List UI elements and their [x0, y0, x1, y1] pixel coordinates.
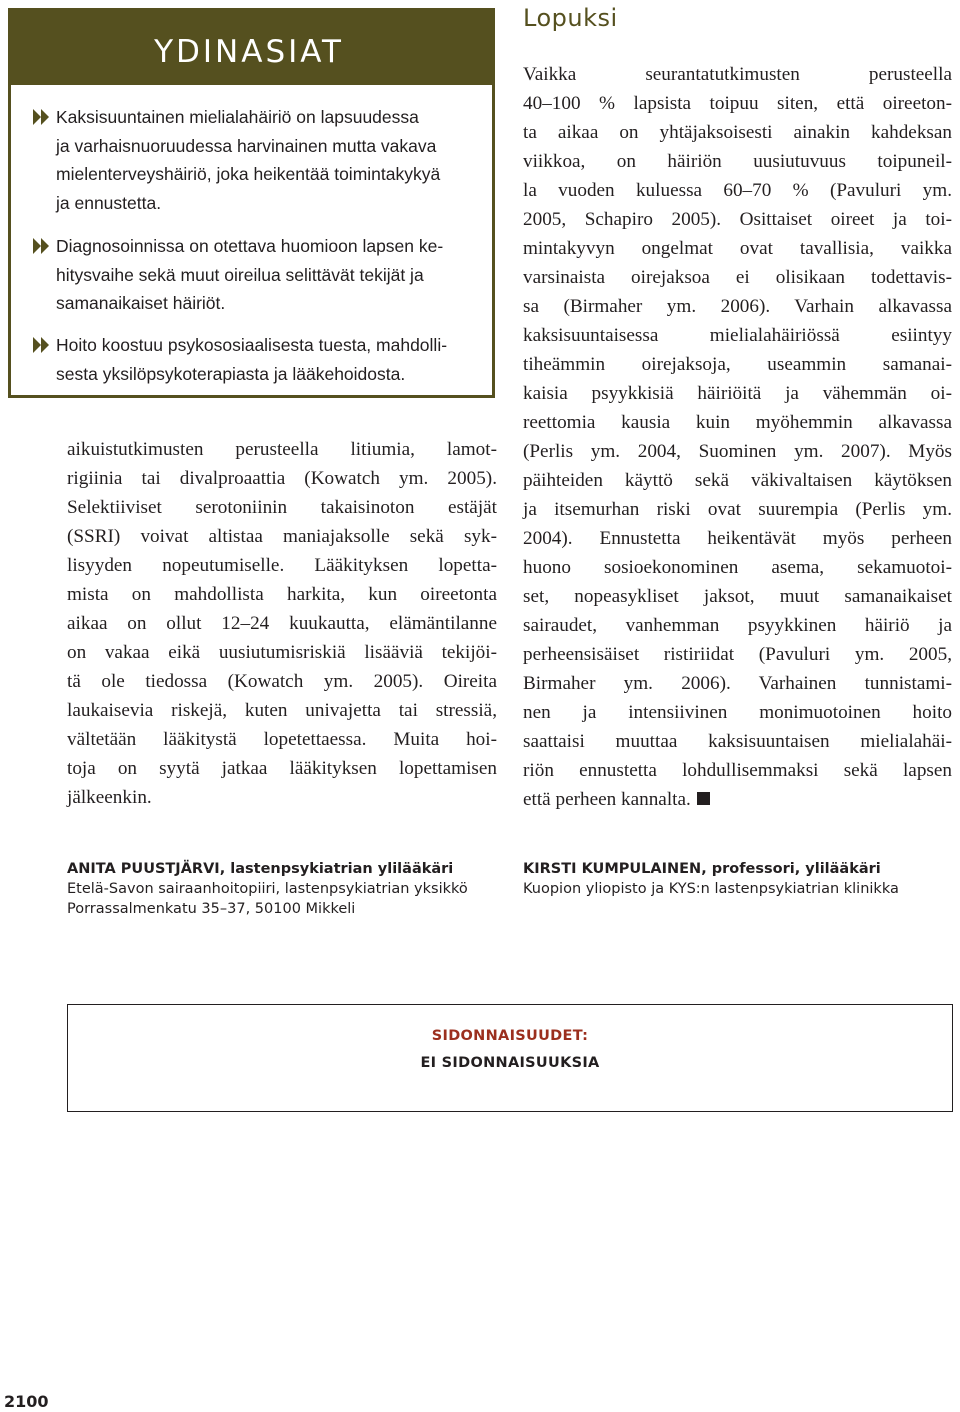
text-line: set, nopeasykliset jaksot, muut samanaikaiset [523, 586, 952, 607]
right-column-lines [523, 60, 952, 814]
text-line: ja itsemurhan riski ovat suurempia (Perlis ym. [523, 499, 952, 520]
text-line: vältetään lääkitystä lopetettaessa. Muita hoi- [67, 729, 497, 750]
text-line: lisyyden nopeutumiselle. Lääkityksen lopetta- [67, 555, 497, 576]
text-line: Birmaher ym. 2006). Varhainen tunnistami- [523, 673, 952, 694]
author-block [67, 859, 507, 919]
page-number: 2100 [4, 1392, 49, 1411]
disclosure-value: EI SIDONNAISUUKSIA [420, 1055, 600, 1071]
text-line: saattaisi muuttaa kaksisuuntaisen mielialahäi- [523, 731, 952, 752]
text-line: mintakyvyn ongelmat ovat tavallisia, vaikka [523, 238, 952, 259]
text-line: perheensisäiset ristiriidat (Pavuluri ym. 2005, [523, 644, 952, 665]
key-point-2 [33, 232, 483, 318]
text-line: on vakaa eikä uusiutumisriskiä lisääviä tekijöi- [67, 642, 497, 663]
author-affiliation: Etelä-Savon sairaanhoitopiiri, lastenpsykiatrian yksikkö [67, 881, 468, 897]
text-line: viikkoa, on häiriön uusiutuvuus toipuneil- [523, 151, 952, 172]
text-line: huono sosioekonominen asema, sekamuotoi- [523, 557, 952, 578]
text-line: jälkeenkin. [67, 787, 152, 808]
text-line: tä ole tiedossa (Kowatch ym. 2005). Oireita [67, 671, 497, 692]
text-line: tiheämmin oirejaksoja, useammin samanai- [523, 354, 952, 375]
author-block [523, 859, 953, 899]
text-line: varsinaista oirejaksoa ei olisikaan todettavis- [523, 267, 952, 288]
text-line: 2004). Ennustetta heikentävät myös perheen [523, 528, 952, 549]
left-column-lines [67, 435, 497, 812]
author-name: ANITA PUUSTJÄRVI, lastenpsykiatrian ylilääkäri [67, 861, 454, 877]
text-line: aikuistutkimusten perusteella litiumia, lamot- [67, 439, 497, 460]
end-square-icon [697, 792, 710, 805]
text-line: rigiinia tai divalproaattia (Kowatch ym. 2005). [67, 468, 497, 489]
text-line: kaisia psyykkisiä häiriöitä ja vähemmän oi- [523, 383, 952, 404]
text-line: la vuoden kuluessa 60–70 % (Pavuluri ym. [523, 180, 952, 201]
text-line: kaksisuuntaisessa mielialahäiriössä esiintyy [523, 325, 952, 346]
double-arrow-icon [33, 236, 51, 256]
disclosure-box [67, 1004, 953, 1112]
key-point-2-text: Diagnosoinnissa on otettava huomioon lapsen ke- hitysvaihe sekä muut oireilua selittävät tekijät ja samanaikaiset häiriöt. [56, 236, 444, 313]
double-arrow-icon [33, 335, 51, 355]
key-points-title: YDINASIAT [154, 34, 344, 70]
key-point-3-text: Hoito koostuu psykososiaalisesta tuesta, mahdolli- sesta yksilöpsykoterapiasta ja lääkehoidosta. [56, 335, 448, 384]
text-line: riön ennustetta lohdullisemmaksi sekä lapsen [523, 760, 952, 781]
text-line: Vaikka seurantatutkimusten perusteella [523, 64, 952, 85]
disclosure-title: SIDONNAISUUDET: [431, 1028, 589, 1044]
text-line: ta aikaa on yhtäjaksoisesti ainakin kahdeksan [523, 122, 952, 143]
key-point-3 [33, 331, 483, 388]
text-line: reettomia kausia kuin myöhemmin alkavassa [523, 412, 952, 433]
key-point-1 [33, 103, 483, 217]
double-arrow-icon [33, 107, 51, 127]
author-name: KIRSTI KUMPULAINEN, professori, ylilääkäri [523, 861, 881, 877]
text-line: laukaisevia riskejä, kuten univajetta tai stressiä, [67, 700, 497, 721]
text-line: Selektiiviset serotoniinin takaisinoton estäjät [67, 497, 497, 518]
text-line: sa (Birmaher ym. 2006). Varhain alkavassa [523, 296, 952, 317]
text-line: nen ja intensiivinen monimuotoinen hoito [523, 702, 952, 723]
key-point-1-text: Kaksisuuntainen mielialahäiriö on lapsuudessa ja varhaisnuoruudessa harvinainen mutta vakava mielenterveyshäiriö, joka heikentää toimintakykyä ja ennustetta. [56, 107, 441, 213]
key-points-header [11, 11, 492, 85]
author-address: Porrassalmenkatu 35–37, 50100 Mikkeli [67, 901, 356, 917]
text-line: 40–100 % lapsista toipuu siten, että oireeton- [523, 93, 952, 114]
text-line: 2005, Schapiro 2005). Osittaiset oireet ja toi- [523, 209, 952, 230]
text-line: (Perlis ym. 2004, Suominen ym. 2007). Myös [523, 441, 952, 462]
text-line: että perheen kannalta. [523, 785, 952, 814]
text-line: (SSRI) voivat altistaa maniajaksolle sekä syk- [67, 526, 497, 547]
text-line: sairaudet, vanhemman psyykkinen häiriö ja [523, 615, 952, 636]
key-points-box [8, 8, 495, 398]
text-line: päihteiden käyttö sekä väkivaltaisen käytöksen [523, 470, 952, 491]
text-line: toja on syytä jatkaa lääkityksen lopettamisen [67, 758, 497, 779]
right-column-text [523, 60, 952, 814]
text-line: mista on mahdollista harkita, kun oireetonta [67, 584, 497, 605]
left-column-text [67, 435, 497, 812]
text-line: aikaa on ollut 12–24 kuukautta, elämäntilanne [67, 613, 497, 634]
section-heading: Lopuksi [523, 4, 618, 32]
author-affiliation: Kuopion yliopisto ja KYS:n lastenpsykiatrian klinikka [523, 881, 899, 897]
